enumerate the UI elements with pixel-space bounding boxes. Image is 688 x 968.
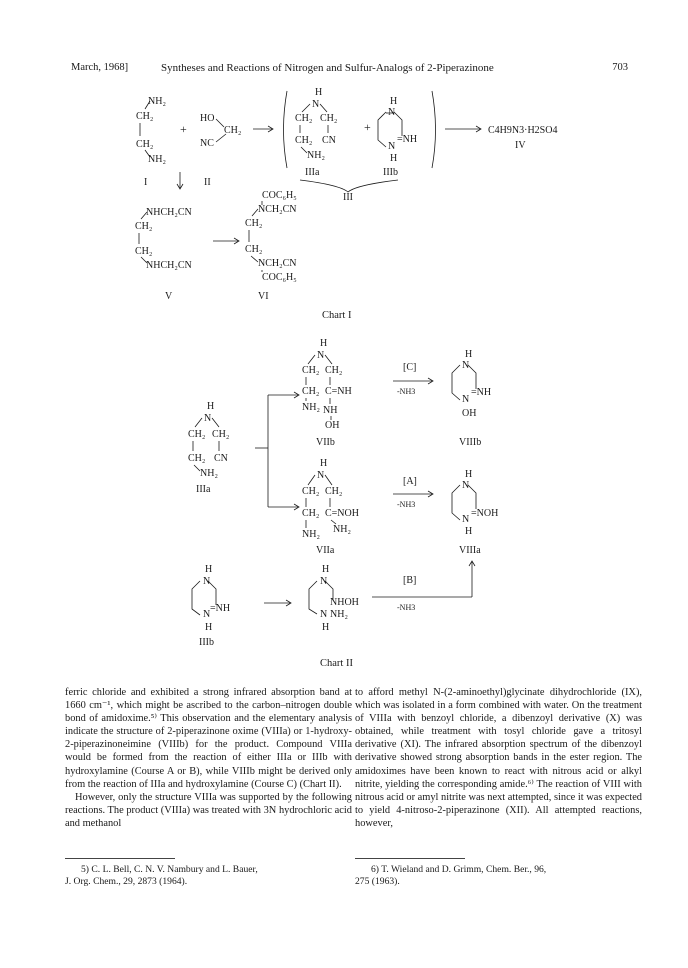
condition-b-loss: -NH3 [397, 603, 416, 612]
svg-text:N: N [312, 99, 320, 110]
svg-text:C=NOH: C=NOH [325, 508, 359, 519]
svg-text:CH₂: CH₂ [224, 125, 242, 136]
svg-text:CH₂: CH₂ [136, 111, 154, 122]
compound-vi-structure [245, 190, 297, 283]
chart2-iiia-structure [188, 401, 229, 479]
amidoxime-intermediate-structure [320, 564, 359, 633]
svg-text:NH: NH [323, 405, 338, 416]
chart2-iiib-structure [203, 564, 230, 633]
compound-viiia-structure [462, 469, 498, 537]
body-left-column [65, 686, 352, 830]
svg-text:H: H [390, 96, 398, 107]
condition-a-loss: -NH3 [397, 500, 416, 509]
chart-ii-caption: Chart II [320, 658, 353, 669]
compound-ii-structure [200, 113, 241, 149]
svg-text:N: N [388, 107, 396, 118]
chart1-scheme [135, 87, 557, 302]
svg-text:NCH₂CN: NCH₂CN [258, 258, 297, 269]
running-header-date: March, 1968] [71, 62, 129, 73]
footnote-5 [65, 864, 352, 888]
compound-iiia-structure [295, 87, 337, 161]
svg-text:C=NH: C=NH [325, 386, 352, 397]
svg-text:N: N [320, 576, 328, 587]
svg-text:OH: OH [325, 420, 340, 431]
svg-text:N: N [462, 514, 470, 525]
svg-text:H: H [205, 622, 213, 633]
compound-label-vi: VI [258, 291, 269, 302]
svg-text:CH₂: CH₂ [325, 486, 343, 497]
footnote-rule-left [65, 858, 175, 859]
svg-text:NH₂: NH₂ [148, 154, 166, 165]
compound-iv-formula: C4H9N3·H2SO4 [488, 125, 558, 136]
svg-text:CH₂: CH₂ [302, 486, 320, 497]
svg-text:N: N [320, 609, 328, 620]
condition-c-loss: -NH3 [397, 387, 416, 396]
svg-text:CH₂: CH₂ [245, 244, 263, 255]
condition-c: [C] [403, 362, 417, 373]
svg-text:NHCH₂CN: NHCH₂CN [146, 207, 192, 218]
svg-text:N: N [462, 480, 470, 491]
svg-text:CH₂: CH₂ [136, 139, 154, 150]
svg-text:H: H [465, 469, 473, 480]
compound-label-viiib: VIIIb [459, 437, 482, 448]
svg-text:=NH: =NH [210, 603, 231, 614]
svg-text:H: H [465, 526, 473, 537]
svg-text:H: H [390, 153, 398, 164]
svg-text:COC₆H₅: COC₆H₅ [262, 190, 297, 201]
compound-viia-structure [302, 458, 359, 540]
body-left-paragraph-1: ferric chloride and exhibited a strong infrared absorption band at 1660 cm⁻¹, which might be ascribed to the carbon–nitrogen double bond of amidoxime.⁵⁾ This observation and the elementary analysis indicate the structure of 2-piperazinone oxime (VIIIa) or 1-hydroxy-2-piperazinoneimine (VIIIb) for the product. Compound VIIIa would be formed from the reaction of either IIIa or IIIb with hydroxylamine (Course A or B), while VIIIb might be derived only from the reaction of IIIa and hydroxylamine (Course C) (Chart II). [65, 687, 352, 790]
svg-text:CH₂: CH₂ [188, 429, 206, 440]
svg-text:NHCH₂CN: NHCH₂CN [146, 260, 192, 271]
svg-text:HO: HO [200, 113, 215, 124]
page-number: 703 [612, 62, 628, 73]
svg-text:H: H [205, 564, 213, 575]
svg-text:NH₂: NH₂ [307, 150, 325, 161]
chart2-label-iiia: IIIa [196, 484, 211, 495]
svg-text:H: H [322, 622, 330, 633]
svg-text:CH₂: CH₂ [302, 365, 320, 376]
svg-text:N: N [203, 576, 211, 587]
body-right-paragraph-1: to afford methyl N-(2-aminoethyl)glycinate dihydrochloride (IX), which was isolated in a form combined with water. On the treatment of VIIIa with benzoyl chloride, a dibenzoyl derivative (X) was obtained, while treatment with tosyl chloride gave a tritosyl derivative (XI). The infrared absorption spectrum of the dibenzoyl derivative showed strong absorption bands in the ester region. The amidoximes have been known to react with nitrous acid or alkyl nitrite, yielding the corresponding amide.⁶⁾ The reaction of VIII with nitrous acid or amyl nitrite was next attempted, since it was expected to yield 4-nitroso-2-piperazinone (XII). All attempted reactions, however, [355, 687, 642, 829]
compound-i-structure [136, 96, 166, 165]
svg-text:CH₂: CH₂ [245, 218, 263, 229]
svg-text:CH₂: CH₂ [325, 365, 343, 376]
svg-text:NH₂: NH₂ [148, 96, 166, 107]
svg-text:NH₂: NH₂ [302, 529, 320, 540]
svg-text:N: N [204, 413, 212, 424]
svg-text:N: N [317, 470, 325, 481]
footnote-6-line-2: 275 (1963). [355, 876, 400, 887]
svg-text:NH₂: NH₂ [302, 402, 320, 413]
svg-text:COC₆H₅: COC₆H₅ [262, 272, 297, 283]
svg-text:H: H [320, 458, 328, 469]
svg-text:CH₂: CH₂ [295, 135, 313, 146]
compound-iiib-structure [388, 96, 417, 164]
svg-text:N: N [462, 394, 470, 405]
svg-text:CH₂: CH₂ [188, 453, 206, 464]
svg-text:NH₂: NH₂ [330, 609, 348, 620]
compound-label-iiib: IIIb [383, 167, 398, 178]
chart-i-caption: Chart I [322, 310, 352, 321]
svg-text:CH₂: CH₂ [302, 386, 320, 397]
svg-text:CH₂: CH₂ [135, 221, 153, 232]
svg-text:CH₂: CH₂ [295, 113, 313, 124]
running-header-title: Syntheses and Reactions of Nitrogen and Sulfur-Analogs of 2-Piperazinone [161, 62, 494, 74]
condition-a: [A] [403, 476, 417, 487]
body-right-column [355, 686, 642, 830]
compound-label-viib: VIIb [316, 437, 335, 448]
compound-label-ii: II [204, 177, 211, 188]
svg-text:CH₂: CH₂ [320, 113, 338, 124]
svg-text:CN: CN [214, 453, 228, 464]
compound-label-viiia: VIIIa [459, 545, 481, 556]
footnote-6 [355, 864, 642, 888]
condition-b: [B] [403, 575, 417, 586]
svg-text:H: H [320, 338, 328, 349]
compound-label-iv: IV [515, 140, 526, 151]
svg-text:H: H [315, 87, 323, 98]
svg-text:CN: CN [322, 135, 336, 146]
svg-text:=NH: =NH [397, 134, 418, 145]
footnote-6-line-1: 6) T. Wieland and D. Grimm, Chem. Ber., 96, [371, 864, 547, 875]
svg-text:N: N [388, 141, 396, 152]
compound-label-viia: VIIa [316, 545, 335, 556]
svg-text:NH₂: NH₂ [333, 524, 351, 535]
footnote-5-line-2: J. Org. Chem., 29, 2873 (1964). [65, 876, 188, 887]
svg-text:CH₂: CH₂ [135, 246, 153, 257]
chart2-label-iiib: IIIb [199, 637, 214, 648]
svg-text:CH₂: CH₂ [302, 508, 320, 519]
compound-label-iii: III [343, 192, 353, 203]
compound-viiib-structure [462, 349, 491, 419]
body-left-paragraph-2: However, only the structure VIIIa was supported by the following reactions. The product (VIIIa) was treated with 3N hydrochloric acid and methanol [65, 791, 352, 829]
svg-text:+: + [364, 120, 371, 134]
svg-text:H: H [207, 401, 215, 412]
compound-label-v: V [165, 291, 173, 302]
svg-text:+: + [180, 122, 187, 136]
compound-viib-structure [302, 338, 352, 431]
chart2-scheme [188, 338, 498, 648]
svg-text:NC: NC [200, 138, 214, 149]
svg-text:N: N [462, 360, 470, 371]
svg-text:=NOH: =NOH [471, 508, 499, 519]
compound-label-i: I [144, 177, 148, 188]
svg-text:H: H [322, 564, 330, 575]
svg-text:H: H [465, 349, 473, 360]
svg-text:NHOH: NHOH [330, 597, 359, 608]
svg-text:=NH: =NH [471, 387, 492, 398]
svg-text:N: N [203, 609, 211, 620]
compound-label-iiia: IIIa [305, 167, 320, 178]
svg-text:N: N [317, 350, 325, 361]
svg-text:CH₂: CH₂ [212, 429, 230, 440]
svg-text:NH₂: NH₂ [200, 468, 218, 479]
svg-text:OH: OH [462, 408, 477, 419]
footnote-5-line-1: 5) C. L. Bell, C. N. V. Nambury and L. Bauer, [81, 864, 258, 875]
footnote-rule-right [355, 858, 465, 859]
svg-text:NCH₂CN: NCH₂CN [258, 204, 297, 215]
